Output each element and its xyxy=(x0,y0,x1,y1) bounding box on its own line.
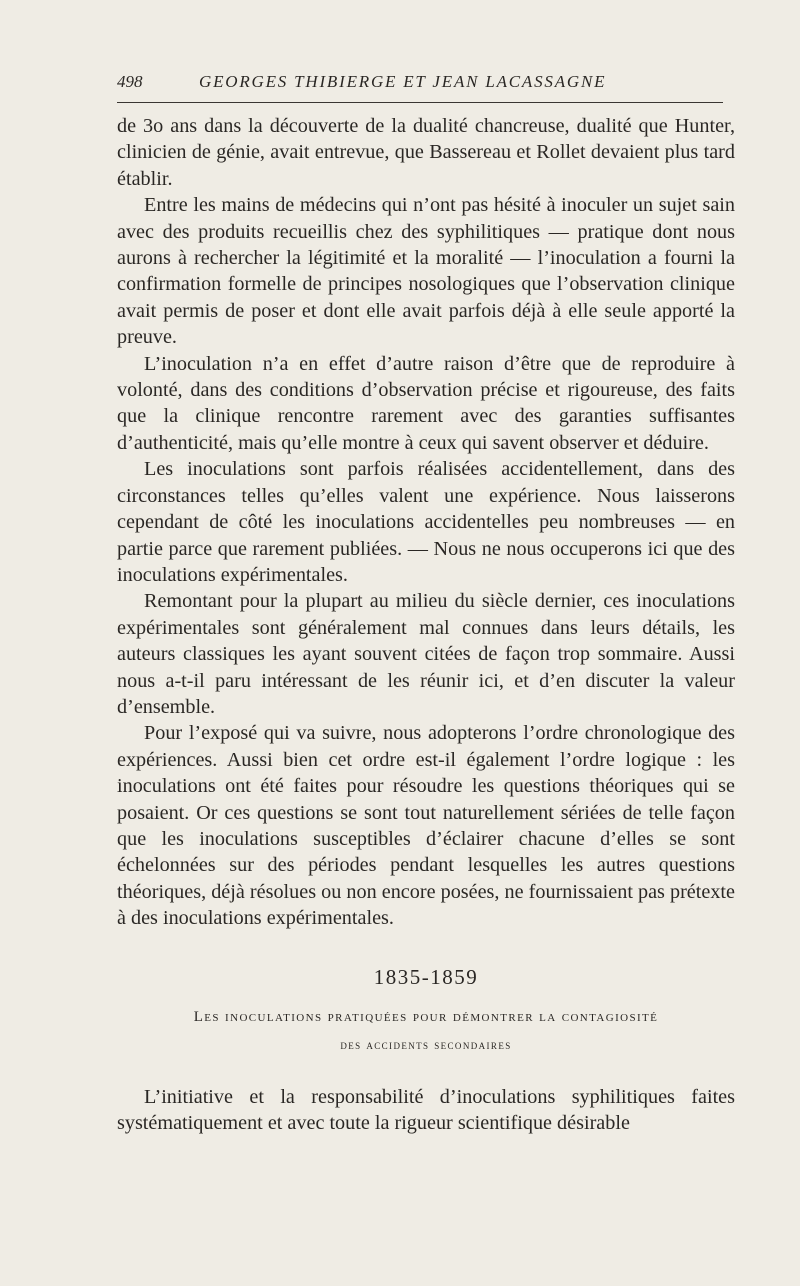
running-title: GEORGES THIBIERGE ET JEAN LACASSAGNE xyxy=(199,72,607,91)
page-number: 498 xyxy=(117,72,143,91)
section-years: 1835-1859 xyxy=(373,964,479,989)
section-title: Les inoculations pratiquées pour démontrer la contagiosité xyxy=(193,1008,659,1025)
paragraph-3: L’inoculation n’a en effet d’autre raison d’être que de reproduire à volonté, dans des conditions d’observation précise et rigoureuse, des faits que la clinique rencontre rarement avec des garanties suffisantes d’authenticité, mais qu’elle montre à ceux qui savent observer et déduire. xyxy=(117,352,735,454)
running-head xyxy=(117,68,723,103)
paragraph-4: Les inoculations sont parfois réalisées accidentellement, dans des circonstances telles qu’elles valent une expérience. Nous laisserons cependant de côté les inoculations accidentelles peu nombreuses — en partie parce que rarement publiées. — Nous ne nous occuperons ici que des inoculations expérimentales. xyxy=(117,458,735,586)
paragraph-6: Pour l’exposé qui va suivre, nous adopterons l’ordre chronologique des expériences. Aussi bien cet ordre est-il également l’ordre logique : les inoculations ont été faites pour résoudre les questions théoriques qui se posaient. Or ces questions se sont tout naturellement sériées de telle façon que les inoculations susceptibles d’éclairer chacune d’elles se sont échelonnées sur des périodes pendant lesquelles les autres questions théoriques, déjà résolues ou non encore posées, ne fournissaient pas prétexte à des inoculations expérimentales. xyxy=(117,722,735,930)
paragraph-7: L’initiative et la responsabilité d’inoculations syphilitiques faites systématiquement et avec toute la rigueur scientifique désirable xyxy=(117,1085,735,1134)
section-subtitle: des accidents secondaires xyxy=(340,1036,512,1052)
body-text xyxy=(117,113,735,1136)
paragraph-2: Entre les mains de médecins qui n’ont pas hésité à inoculer un sujet sain avec des produits recueillis chez des syphilitiques — pratique dont nous aurons à rechercher la légitimité et la moralité — l’inoculation a fourni la confirmation formelle de principes nosologiques que l’observation clinique avait permis de poser et dont elle avait parfois déjà à elle seule apporté la preuve. xyxy=(117,194,735,349)
paragraph-1: de 3o ans dans la découverte de la dualité chancreuse, dualité que Hunter, clinicien de génie, avait entrevue, que Bassereau et Rollet devaient plus tard établir. xyxy=(117,115,735,190)
paragraph-5: Remontant pour la plupart au milieu du siècle dernier, ces inoculations expérimentales sont généralement mal connues dans leurs détails, les auteurs classiques les ayant souvent citées de façon trop sommaire. Aussi nous a-t-il paru intéressant de les réunir ici, et d’en discuter la valeur d’ensemble. xyxy=(117,590,735,718)
